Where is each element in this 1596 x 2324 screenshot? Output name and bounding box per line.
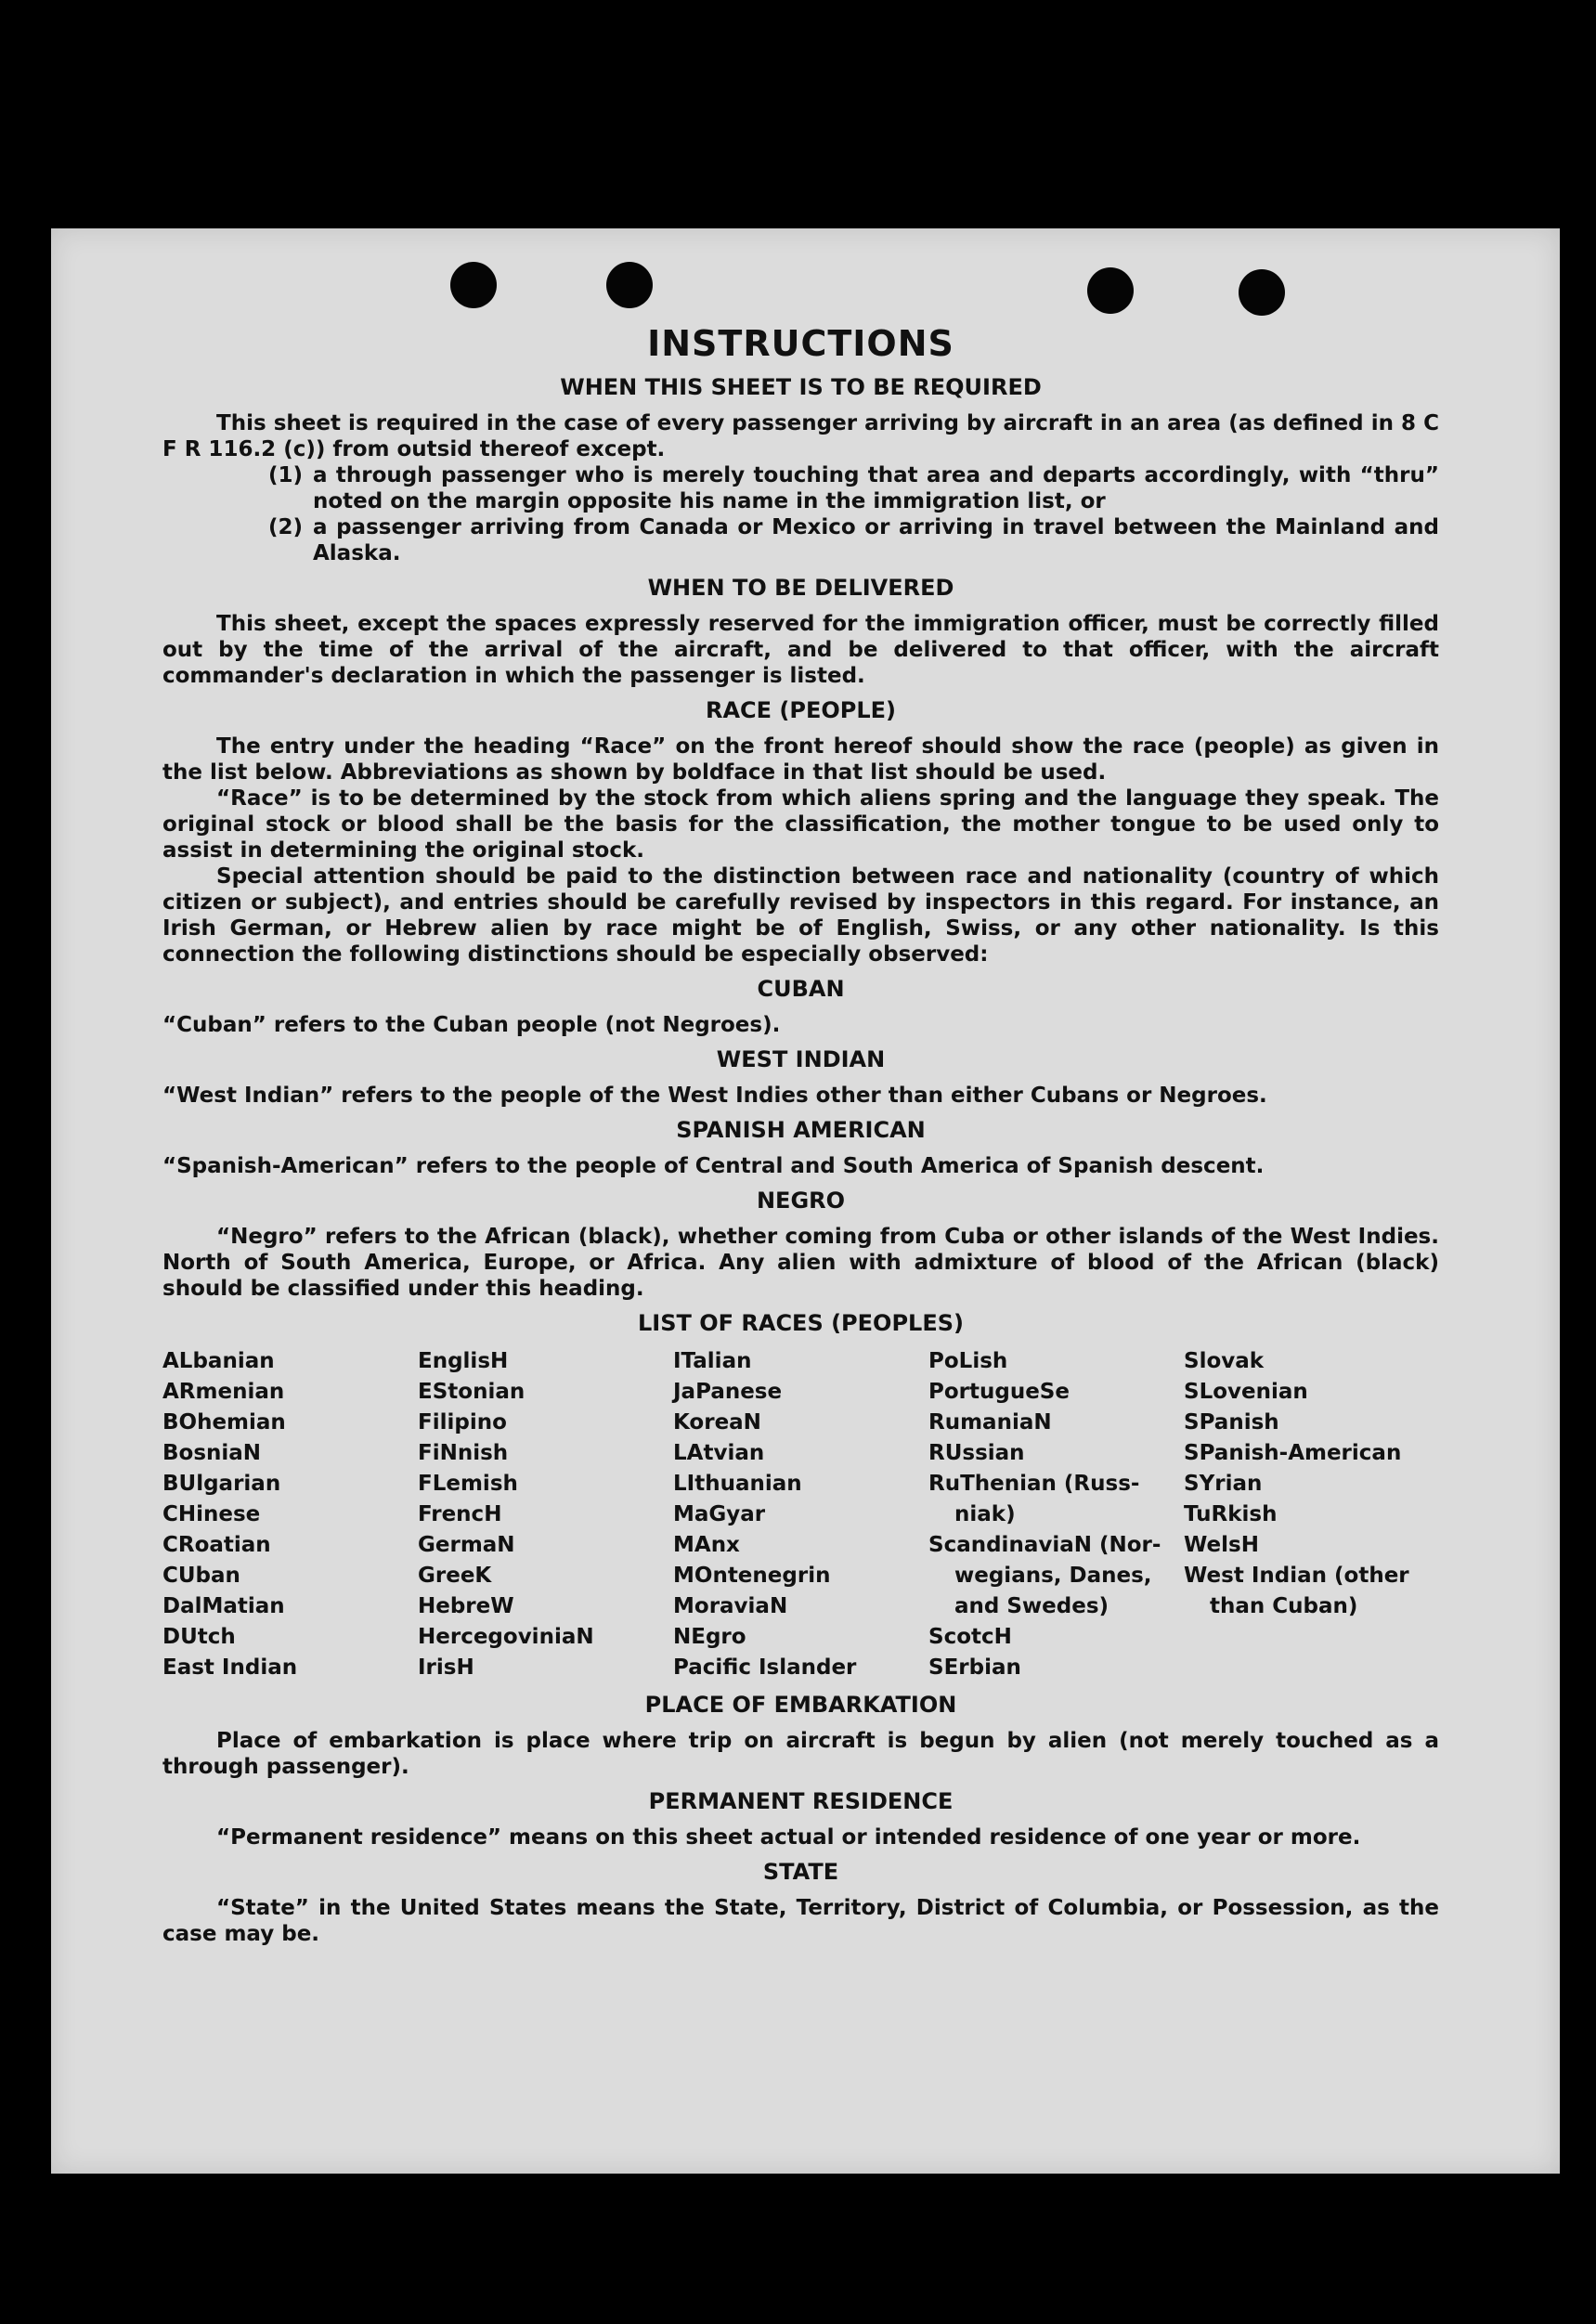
item-number: (1) <box>268 463 304 487</box>
paragraph: “Cuban” refers to the Cuban people (not Negroes). <box>162 1013 781 1037</box>
race-item: BosniaN <box>162 1441 262 1465</box>
race-item: ALbanian <box>162 1349 275 1373</box>
race-item: NEgro <box>673 1625 746 1649</box>
race-column <box>673 1346 928 1683</box>
race-item-continued: than Cuban) <box>1210 1594 1358 1618</box>
section-heading: PERMANENT RESIDENCE <box>648 1788 954 1814</box>
race-item: ITalian <box>673 1349 752 1373</box>
paragraph: Special attention should be paid to the distinction between race and nationality (country of which citizen or subject), and entries should be carefully revised by inspectors in this regard. For instance, an Irish German, or Hebrew alien by race might be of English, Swiss, or any other nationality. Is this connection the following distinctions should be especially observed: <box>162 864 1439 967</box>
race-item: Slovak <box>1184 1349 1265 1373</box>
race-item: PortugueSe <box>928 1380 1070 1404</box>
race-column <box>418 1346 673 1683</box>
race-item: Pacific Islander <box>673 1655 857 1680</box>
race-item: MaGyar <box>673 1502 766 1526</box>
race-item: SErbian <box>928 1655 1021 1680</box>
paragraph: This sheet, except the spaces expressly reserved for the immigration officer, must be correctly filled out by the time of the arrival of the aircraft, and be delivered to that officer, with the aircraft commander's declaration in which the passenger is listed. <box>162 612 1439 688</box>
race-item: ARmenian <box>162 1380 285 1404</box>
race-item: PoLish <box>928 1349 1008 1373</box>
item-text: a through passenger who is merely touching that area and departs accordingly, with “thru” noted on the margin opposite his name in the immigration list, or <box>313 463 1439 513</box>
section-heading: RACE (PEOPLE) <box>705 697 897 723</box>
punch-hole <box>1087 267 1134 314</box>
race-item-continued: wegians, Danes, <box>954 1564 1152 1588</box>
paragraph: The entry under the heading “Race” on the front hereof should show the race (people) as given in the list below. Abbreviations as shown by boldface in that list should be used. <box>162 734 1439 785</box>
race-item: KoreaN <box>673 1410 761 1435</box>
race-item: FLemish <box>418 1472 518 1496</box>
paragraph: “West Indian” refers to the people of the West Indies other than either Cubans or Negroes. <box>162 1084 1267 1108</box>
section-heading: CUBAN <box>757 976 845 1002</box>
paragraph: “State” in the United States means the State, Territory, District of Columbia, or Possession, as the case may be. <box>162 1896 1439 1946</box>
race-column <box>162 1346 418 1683</box>
race-item: CRoatian <box>162 1533 271 1557</box>
race-item: GreeK <box>418 1564 492 1588</box>
race-item: MoraviaN <box>673 1594 788 1618</box>
race-item: Filipino <box>418 1410 507 1435</box>
race-item: SPanish-American <box>1184 1441 1402 1465</box>
page-title: INSTRUCTIONS <box>647 323 954 364</box>
punch-hole <box>450 262 497 308</box>
race-item: RumaniaN <box>928 1410 1052 1435</box>
race-item: CUban <box>162 1564 240 1588</box>
race-column <box>1184 1346 1439 1683</box>
section-heading: WEST INDIAN <box>716 1046 886 1072</box>
section-heading: NEGRO <box>756 1188 846 1214</box>
list-item <box>162 514 1439 566</box>
section-heading: LIST OF RACES (PEOPLES) <box>638 1310 964 1336</box>
race-item: RuThenian (Russ- <box>928 1472 1140 1496</box>
race-item: TuRkish <box>1184 1502 1278 1526</box>
race-item: MAnx <box>673 1533 740 1557</box>
race-item: SPanish <box>1184 1410 1279 1435</box>
race-item: West Indian (other <box>1184 1564 1409 1588</box>
section-heading: WHEN THIS SHEET IS TO BE REQUIRED <box>560 374 1042 400</box>
race-item: LAtvian <box>673 1441 765 1465</box>
race-item: ScandinaviaN (Nor- <box>928 1533 1161 1557</box>
paragraph: “Permanent residence” means on this sheet actual or intended residence of one year or more. <box>216 1825 1361 1850</box>
race-item-continued: niak) <box>954 1502 1016 1526</box>
section-heading: PLACE OF EMBARKATION <box>644 1692 957 1718</box>
punch-hole <box>606 262 653 308</box>
race-item: ScotcH <box>928 1625 1012 1649</box>
race-item: JaPanese <box>673 1380 783 1404</box>
race-item: EStonian <box>418 1380 526 1404</box>
race-item: WelsH <box>1184 1533 1259 1557</box>
section-heading: WHEN TO BE DELIVERED <box>647 575 954 601</box>
instructions-content <box>162 321 1439 1947</box>
paragraph: Place of embarkation is place where trip on aircraft is begun by alien (not merely touched as a through passenger). <box>162 1729 1439 1779</box>
race-item: HercegoviniaN <box>418 1625 594 1649</box>
race-item: FrencH <box>418 1502 502 1526</box>
race-item: DUtch <box>162 1625 236 1649</box>
section-heading: SPANISH AMERICAN <box>676 1117 926 1143</box>
punch-hole <box>1239 269 1285 316</box>
document-page <box>51 228 1560 2174</box>
list-item <box>162 462 1439 514</box>
section-heading: STATE <box>762 1859 839 1885</box>
race-column <box>928 1346 1184 1683</box>
race-item: LIthuanian <box>673 1472 802 1496</box>
item-text: a passenger arriving from Canada or Mexico or arriving in travel between the Mainland and Alaska. <box>313 515 1439 565</box>
race-item: HebreW <box>418 1594 514 1618</box>
paragraph: This sheet is required in the case of every passenger arriving by aircraft in an area (as defined in 8 C F R 116.2 (c)) from outsid thereof except. <box>162 411 1439 461</box>
paragraph: “Race” is to be determined by the stock from which aliens spring and the language they speak. The original stock or blood shall be the basis for the classification, the mother tongue to be used only to assist in determining the original stock. <box>162 786 1439 863</box>
race-item: MOntenegrin <box>673 1564 831 1588</box>
race-item: BOhemian <box>162 1410 286 1435</box>
race-item: DalMatian <box>162 1594 285 1618</box>
race-item: SYrian <box>1184 1472 1263 1496</box>
race-list <box>162 1346 1439 1683</box>
race-item: GermaN <box>418 1533 515 1557</box>
race-item: IrisH <box>418 1655 474 1680</box>
race-item-continued: and Swedes) <box>954 1594 1109 1618</box>
race-item: SLovenian <box>1184 1380 1308 1404</box>
race-item: BUlgarian <box>162 1472 281 1496</box>
race-item: East Indian <box>162 1655 298 1680</box>
race-item: CHinese <box>162 1502 261 1526</box>
paragraph: “Negro” refers to the African (black), whether coming from Cuba or other islands of the West Indies. North of South America, Europe, or Africa. Any alien with admixture of blood of the African (black) should be classified under this heading. <box>162 1225 1439 1301</box>
paragraph: “Spanish-American” refers to the people of Central and South America of Spanish descent. <box>162 1154 1265 1178</box>
item-number: (2) <box>268 515 304 539</box>
race-item: FiNnish <box>418 1441 509 1465</box>
race-item: EnglisH <box>418 1349 509 1373</box>
race-item: RUssian <box>928 1441 1025 1465</box>
